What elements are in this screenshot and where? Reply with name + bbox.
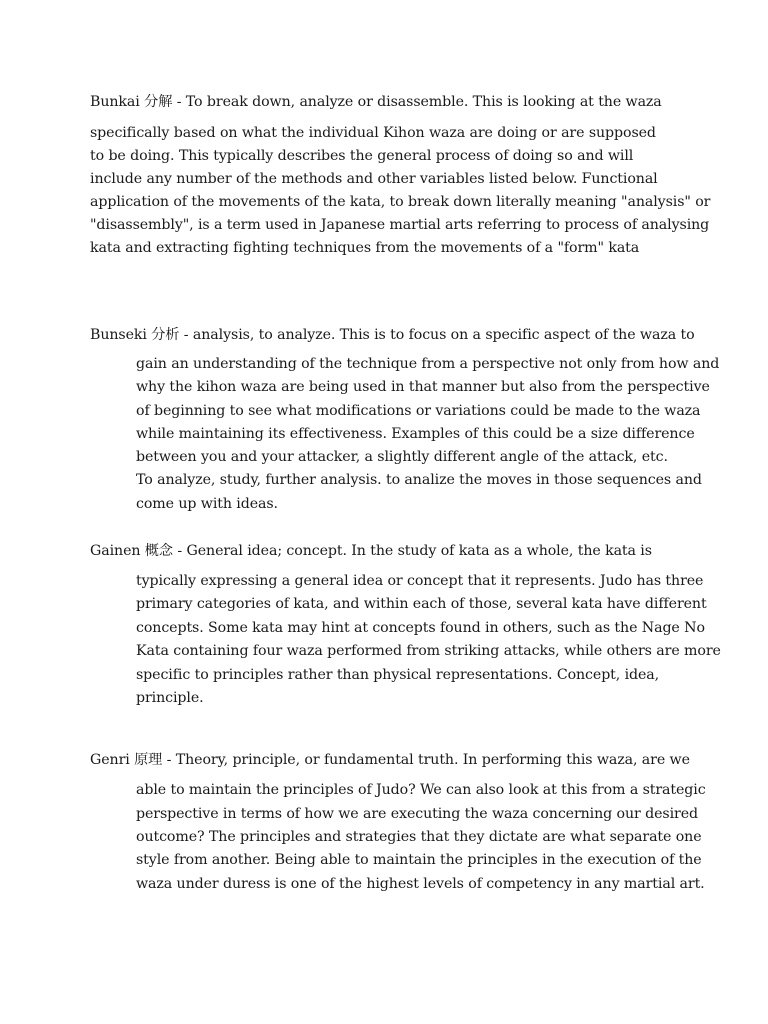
entry-heading-line: Genri 原理 - Theory, principle, or fundamental truth. In performing this waza, are we [90,752,690,768]
entry-text-line: why the kihon waza are being used in that manner but also from the perspective [136,379,710,395]
entry-text-line: while maintaining its effectiveness. Examples of this could be a size difference [136,426,695,442]
entry-text-line: Kata containing four waza performed from striking attacks, while others are more [136,643,721,659]
entry-text-line: typically expressing a general idea or concept that it represents. Judo has three [136,573,704,589]
entry-text-line: waza under duress is one of the highest levels of competency in any martial art. [136,876,705,892]
entry-text-line: between you and your attacker, a slightly different angle of the attack, etc. [136,449,668,465]
entry-text-line: "disassembly", is a term used in Japanese martial arts referring to process of analysing [90,217,710,233]
entry-text-line: specific to principles rather than physical representations. Concept, idea, [136,667,660,683]
entry-text-line: concepts. Some kata may hint at concepts found in others, such as the Nage No [136,620,705,636]
entry-text-line: to be doing. This typically describes the general process of doing so and will [90,148,634,164]
entry-text-line: perspective in terms of how we are executing the waza concerning our desired [136,806,698,822]
entry-text-line: kata and extracting fighting techniques from the movements of a "form" kata [90,240,640,256]
entry-heading-line: Gainen 概念 - General idea; concept. In the study of kata as a whole, the kata is [90,543,652,559]
entry-text-line: of beginning to see what modifications or variations could be made to the waza [136,403,701,419]
entry-text-line: primary categories of kata, and within each of those, several kata have different [136,596,707,612]
entry-text-line: gain an understanding of the technique from a perspective not only from how and [136,356,720,372]
entry-text-line: come up with ideas. [136,496,278,512]
entry-text-line: able to maintain the principles of Judo? We can also look at this from a strategic [136,782,706,798]
entry-heading-line: Bunkai 分解 - To break down, analyze or disassemble. This is looking at the waza [90,94,662,110]
entry-heading-line: Bunseki 分析 - analysis, to analyze. This is to focus on a specific aspect of the waza to [90,327,695,343]
entry-text-line: specifically based on what the individual Kihon waza are doing or are supposed [90,125,656,141]
entry-text-line: style from another. Being able to maintain the principles in the execution of the [136,852,702,868]
entry-text-line: To analyze, study, further analysis. to analize the moves in those sequences and [136,472,702,488]
entry-text-line: principle. [136,690,204,706]
entry-text-line: include any number of the methods and other variables listed below. Functional [90,171,658,187]
entry-text-line: outcome? The principles and strategies that they dictate are what separate one [136,829,702,845]
entry-text-line: application of the movements of the kata, to break down literally meaning "analysis" or [90,194,711,210]
